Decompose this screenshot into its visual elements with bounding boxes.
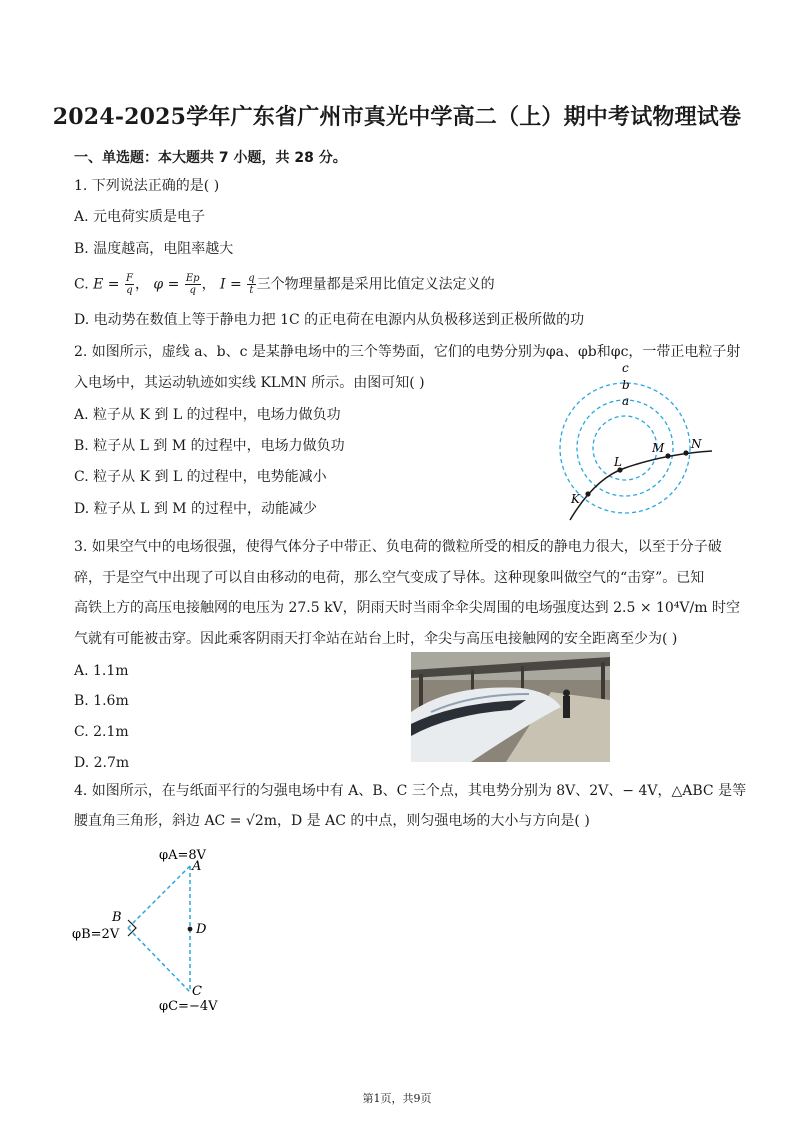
label-a: A [192, 859, 202, 874]
q2-option-d: D. 粒子从 L 到 M 的过程中，动能减少 [74, 501, 318, 517]
q2-option-c: C. 粒子从 K 到 L 的过程中，电势能减小 [74, 469, 327, 485]
q3-option-b: B. 1.6m [74, 693, 129, 709]
right-angle-mark [128, 920, 136, 936]
phi-b-label: φB=2V [72, 927, 120, 942]
q3-option-d: D. 2.7m [74, 755, 130, 771]
label-b: B [112, 910, 122, 925]
q1-option-d: D. 电动势在数值上等于静电力把 1C 的正电荷在电源内从负极移送到正极所做的功 [74, 312, 585, 328]
label-m: M [652, 441, 665, 455]
point-m [665, 453, 670, 458]
q3-line2: 碎，于是空气中出现了可以自由移动的电荷，那么空气变成了导体。这种现象叫做空气的“击穿”。已知 [74, 570, 705, 586]
label-a: a [622, 394, 630, 408]
label-d: D [196, 922, 207, 937]
q2-stem-line2: 入电场中，其运动轨迹如实线 KLMN 所示。由图可知( ) [74, 375, 425, 391]
page-footer: 第1页，共9页 [362, 1092, 432, 1105]
point-d [188, 927, 193, 932]
q1-option-b: B. 温度越高，电阻率越大 [74, 241, 234, 257]
q3-option-a: A. 1.1m [74, 663, 129, 679]
label-c: c [622, 361, 629, 375]
phi-c-label: φC=−4V [159, 999, 218, 1014]
q2-option-a: A. 粒子从 K 到 L 的过程中，电场力做负功 [74, 407, 341, 423]
q2-option-b: B. 粒子从 L 到 M 的过程中，电场力做负功 [74, 438, 345, 454]
q3-line1: 3. 如果空气中的电场很强，使得气体分子中带正、负电荷的微粒所受的相反的静电力很大，以至于分子破 [74, 539, 722, 555]
page-title: 2024-2025学年广东省广州市真光中学高二（上）期中考试物理试卷 [52, 104, 742, 130]
label-l: L [614, 455, 622, 469]
q3-line4: 气就有可能被击穿。因此乘客阴雨天打伞站在站台上时，伞尖与高压电接触网的安全距离至少为( ) [74, 631, 678, 647]
q2-stem-line1: 2. 如图所示，虚线 a、b、c 是某静电场中的三个等势面，它们的电势分别为φa、φb和φc，一带正电粒子射 [74, 344, 741, 360]
label-b: b [622, 378, 630, 392]
high-speed-train-photo [411, 652, 610, 762]
trajectory-klmn [570, 451, 712, 520]
phi-a-label: φA=8V [159, 848, 207, 863]
q1-option-a: A. 元电荷实质是电子 [74, 209, 206, 225]
label-c: C [192, 984, 202, 999]
section-heading: 一、单选题：本大题共 7 小题，共 28 分。 [74, 150, 347, 166]
q4-line1: 4. 如图所示，在与纸面平行的匀强电场中有 A、B、C 三个点，其电势分别为 8V、2V、− 4V，△ABC 是等 [74, 783, 747, 799]
point-n [683, 450, 688, 455]
label-n: N [691, 437, 702, 451]
point-k [585, 491, 590, 496]
label-k: K [571, 492, 580, 506]
q1-option-c: C. E = $\frac{F}{q}$ ， φ = $\frac{Ep}{q}$ ， I = $\frac{q}{t}$ 三个物理量都是采用比值定义法定义的 [74, 273, 495, 296]
q3-line3: 高铁上方的高压电接触网的电压为 27.5 kV，阴雨天时当雨伞伞尖周围的电场强度达到 2.5 × 10⁴V/m 时空 [74, 600, 740, 616]
side-bc [128, 928, 190, 992]
q3-option-c: C. 2.1m [74, 724, 129, 740]
side-ab [128, 866, 190, 928]
q2-equipotential-figure [550, 358, 720, 530]
q4-line2: 腰直角三角形，斜边 AC = √2m，D 是 AC 的中点，则匀强电场的大小与方向是( ) [74, 813, 590, 829]
q4-triangle-figure [66, 840, 246, 1020]
equipotential-a [593, 416, 657, 480]
q1-stem: 1. 下列说法正确的是( ) [74, 178, 220, 194]
